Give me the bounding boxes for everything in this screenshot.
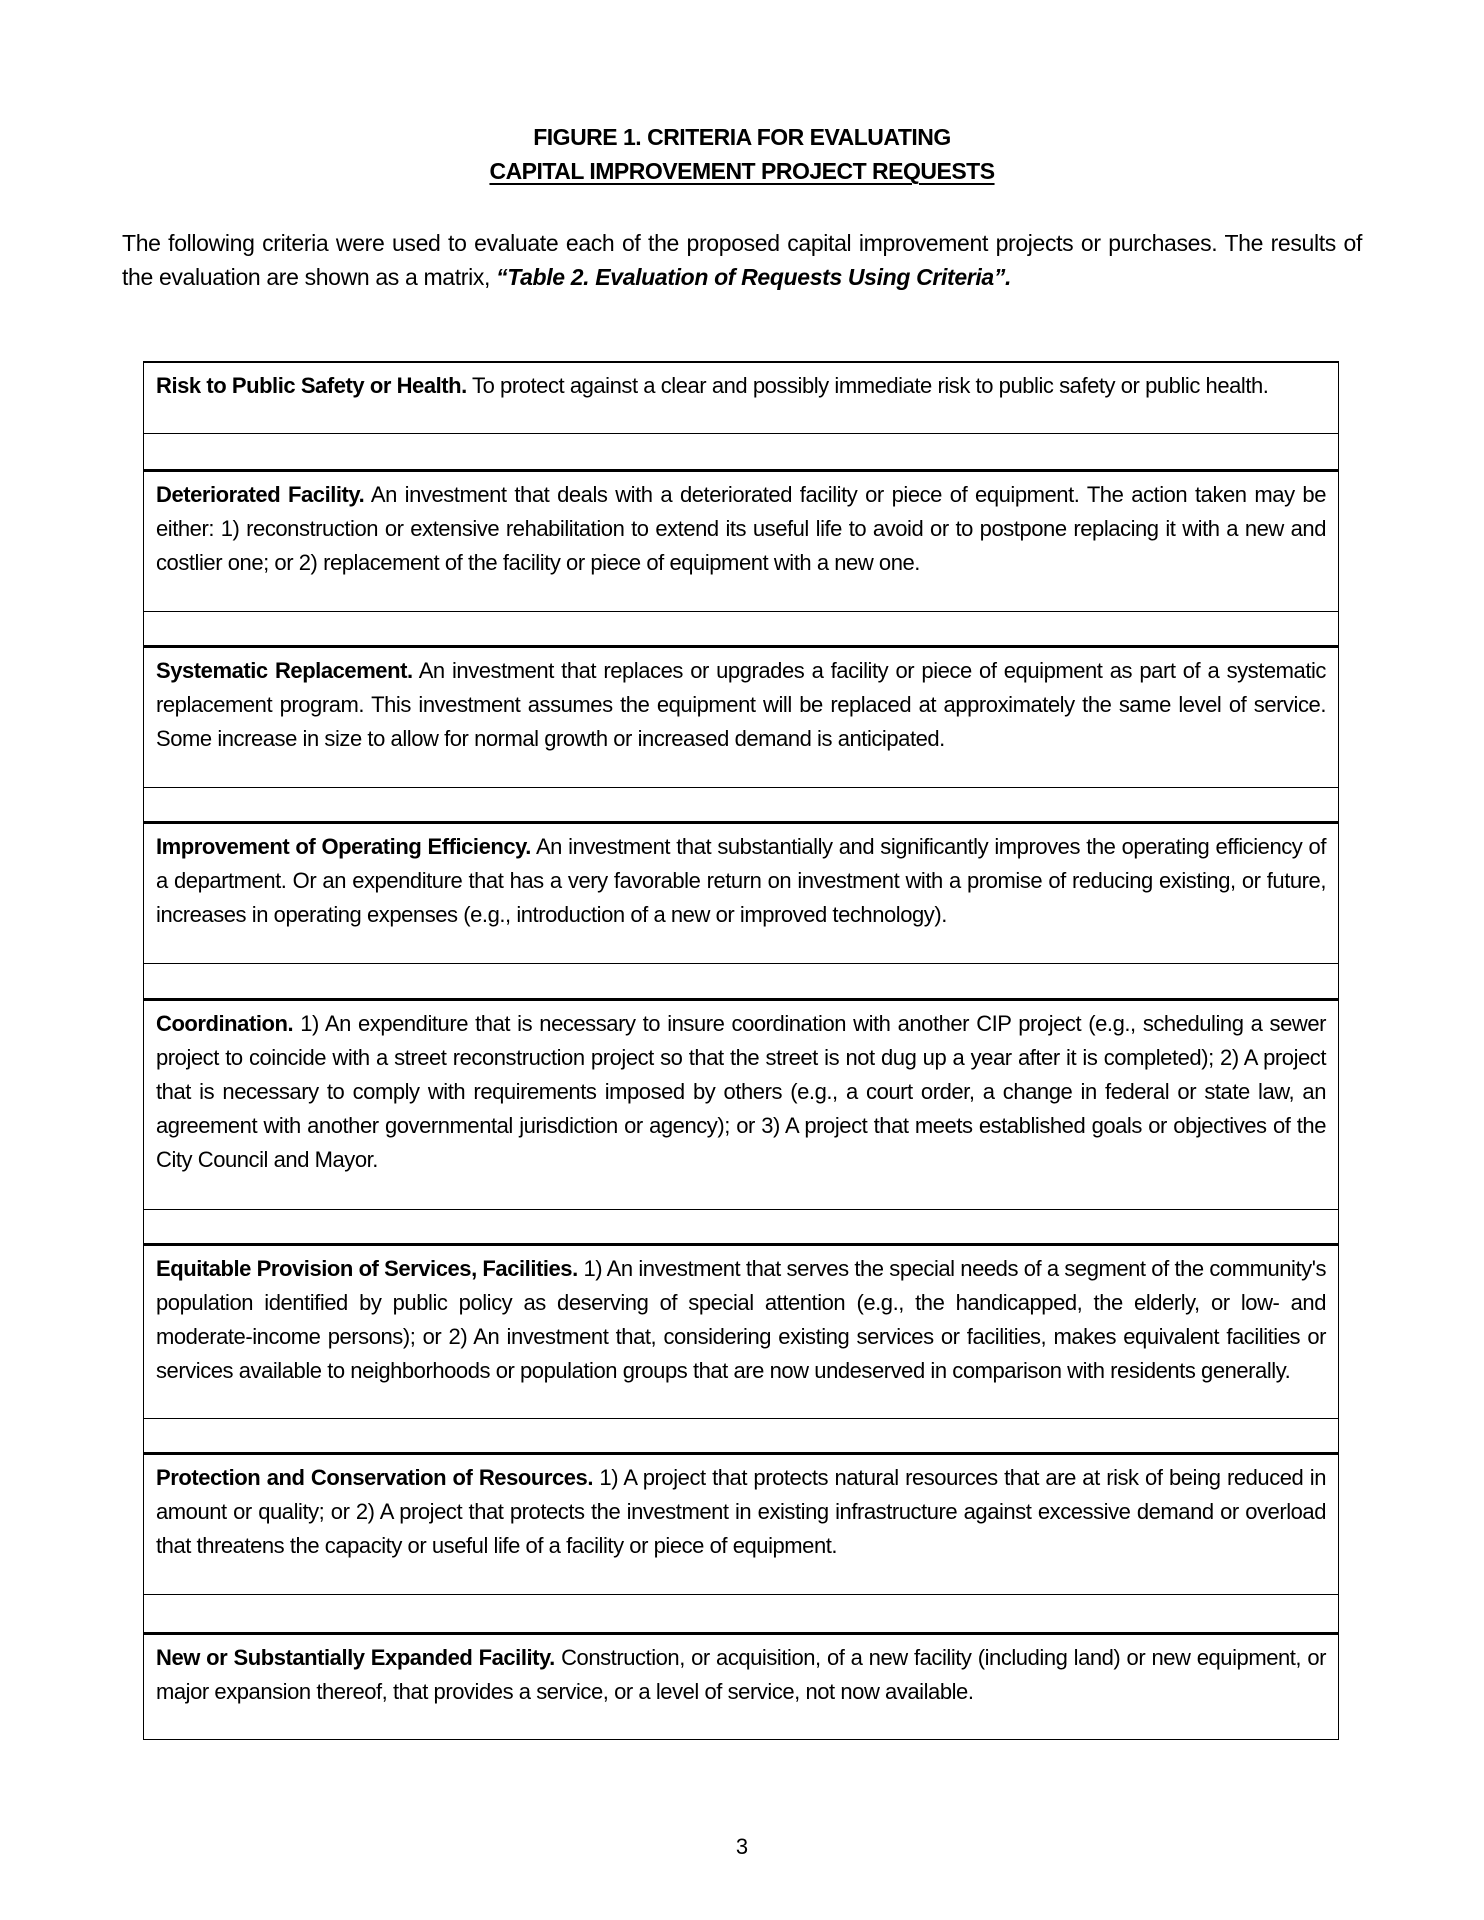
- criterion-label: Equitable Provision of Services, Facilities.: [156, 1256, 578, 1281]
- criterion-label: Systematic Replacement.: [156, 658, 413, 683]
- row-spacer: [144, 1209, 1338, 1243]
- criterion-row: [144, 469, 1338, 611]
- criterion-label: Deteriorated Facility.: [156, 482, 365, 507]
- figure-title-line2: [0, 158, 1484, 185]
- row-spacer: [144, 787, 1338, 821]
- intro-text: The following criteria were used to evaluate each of the proposed capital improvement projects or purchases. The results of the evaluation are shown as a matrix,: [122, 230, 1362, 290]
- row-spacer: [144, 1418, 1338, 1452]
- criterion-row: [144, 821, 1338, 963]
- figure-title-underlined: CAPITAL IMPROVEMENT PROJECT REQUESTS: [489, 158, 995, 184]
- criterion-text: An investment that replaces or upgrades a facility or piece of equipment as part of a systematic replacement program. This investment assumes the equipment will be replaced at approximately the same level of service. Some increase in size to allow for normal growth or increased demand is anticipated.: [156, 658, 1326, 751]
- criterion-label: Protection and Conservation of Resources.: [156, 1465, 593, 1490]
- criterion-row: [144, 1632, 1338, 1739]
- criterion-text: 1) An investment that serves the special needs of a segment of the community's population identified by public policy as deserving of special attention (e.g., the handicapped, the elderly, or low- and moderate-income persons); or 2) An investment that, considering existing services or facilities, makes equivalent facilities or services available to neighborhoods or population groups that are now undeserved in comparison with residents generally.: [156, 1256, 1326, 1383]
- criterion-row: [144, 361, 1338, 433]
- criterion-text: 1) An expenditure that is necessary to insure coordination with another CIP project (e.g., scheduling a sewer project to coincide with a street reconstruction project so that the street is not dug up a year after it is completed); 2) A project that is necessary to comply with requirements imposed by others (e.g., a court order, a change in federal or state law, an agreement with another governmental jurisdiction or agency); or 3) A project that meets established goals or objectives of the City Council and Mayor.: [156, 1011, 1326, 1172]
- page-number: 3: [735, 1834, 749, 1859]
- criterion-label: New or Substantially Expanded Facility.: [156, 1645, 555, 1670]
- row-spacer: [144, 1594, 1338, 1632]
- criterion-row: [144, 1243, 1338, 1418]
- criterion-row: [144, 645, 1338, 787]
- row-spacer: [144, 963, 1338, 998]
- criterion-row: [144, 1452, 1338, 1594]
- intro-paragraph: [122, 226, 1362, 294]
- row-spacer: [144, 433, 1338, 469]
- table-reference: “Table 2. Evaluation of Requests Using Criteria”.: [496, 264, 1012, 290]
- criterion-row: [144, 998, 1338, 1209]
- row-spacer: [144, 611, 1338, 645]
- criterion-text: An investment that substantially and significantly improves the operating efficiency of a department. Or an expenditure that has a very favorable return on investment with a promise of reducing existing, or future, increases in operating expenses (e.g., introduction of a new or improved technology).: [156, 834, 1326, 927]
- criterion-label: Improvement of Operating Efficiency.: [156, 834, 531, 859]
- criterion-text: Construction, or acquisition, of a new facility (including land) or new equipment, or major expansion thereof, that provides a service, or a level of service, not now available.: [156, 1645, 1326, 1704]
- criterion-text: An investment that deals with a deteriorated facility or piece of equipment. The action taken may be either: 1) reconstruction or extensive rehabilitation to extend its useful life to avoid or to postpone replacing it with a new and costlier one; or 2) replacement of the facility or piece of equipment with a new one.: [156, 482, 1327, 575]
- criterion-label: Risk to Public Safety or Health.: [156, 373, 467, 398]
- criterion-text: To protect against a clear and possibly immediate risk to public safety or public health.: [466, 373, 1269, 398]
- criteria-table: [143, 361, 1339, 1740]
- criterion-label: Coordination.: [156, 1011, 294, 1036]
- figure-title-line1: FIGURE 1. CRITERIA FOR EVALUATING: [533, 124, 951, 150]
- criterion-text: 1) A project that protects natural resources that are at risk of being reduced in amount or quality; or 2) A project that protects the investment in existing infrastructure against excessive demand or overload that threatens the capacity or useful life of a facility or piece of equipment.: [156, 1465, 1326, 1558]
